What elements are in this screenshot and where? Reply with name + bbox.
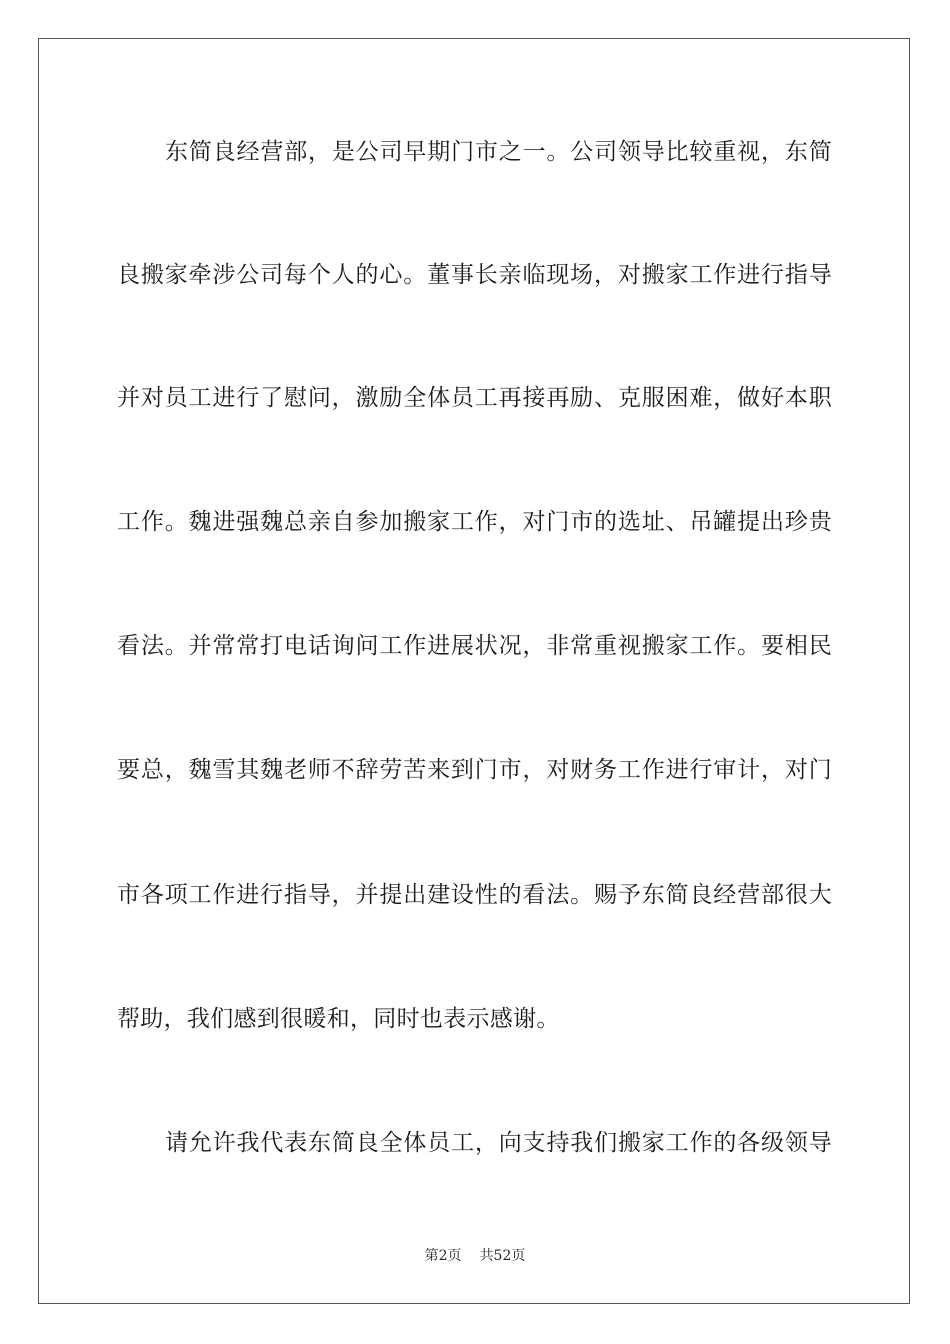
page-total: 共52页 bbox=[479, 1248, 526, 1264]
paragraph-line-2: 良搬家牵涉公司每个人的心。董事长亲临现场，对搬家工作进行指导 bbox=[117, 262, 832, 288]
paragraph-line-1: 东简良经营部，是公司早期门市之一。公司领导比较重视，东简 bbox=[165, 139, 832, 165]
page-footer bbox=[0, 1246, 950, 1266]
page-number: 第2页 bbox=[424, 1248, 462, 1264]
paragraph-line-6: 要总，魏雪其魏老师不辞劳苦来到门市，对财务工作进行审计，对门 bbox=[117, 757, 832, 783]
paragraph-line-4: 工作。魏进强魏总亲自参加搬家工作，对门市的选址、吊罐提出珍贵 bbox=[117, 509, 832, 535]
paragraph-line-9: 请允许我代表东简良全体员工，向支持我们搬家工作的各级领导 bbox=[165, 1130, 832, 1156]
paragraph-line-7: 市各项工作进行指导，并提出建设性的看法。赐予东简良经营部很大 bbox=[117, 882, 832, 908]
paragraph-line-5: 看法。并常常打电话询问工作进展状况，非常重视搬家工作。要相民 bbox=[117, 633, 832, 659]
paragraph-line-3: 并对员工进行了慰问，激励全体员工再接再励、克服困难，做好本职 bbox=[117, 385, 832, 411]
page-border bbox=[38, 38, 910, 1304]
paragraph-line-8: 帮助，我们感到很暖和，同时也表示感谢。 bbox=[117, 1006, 560, 1032]
